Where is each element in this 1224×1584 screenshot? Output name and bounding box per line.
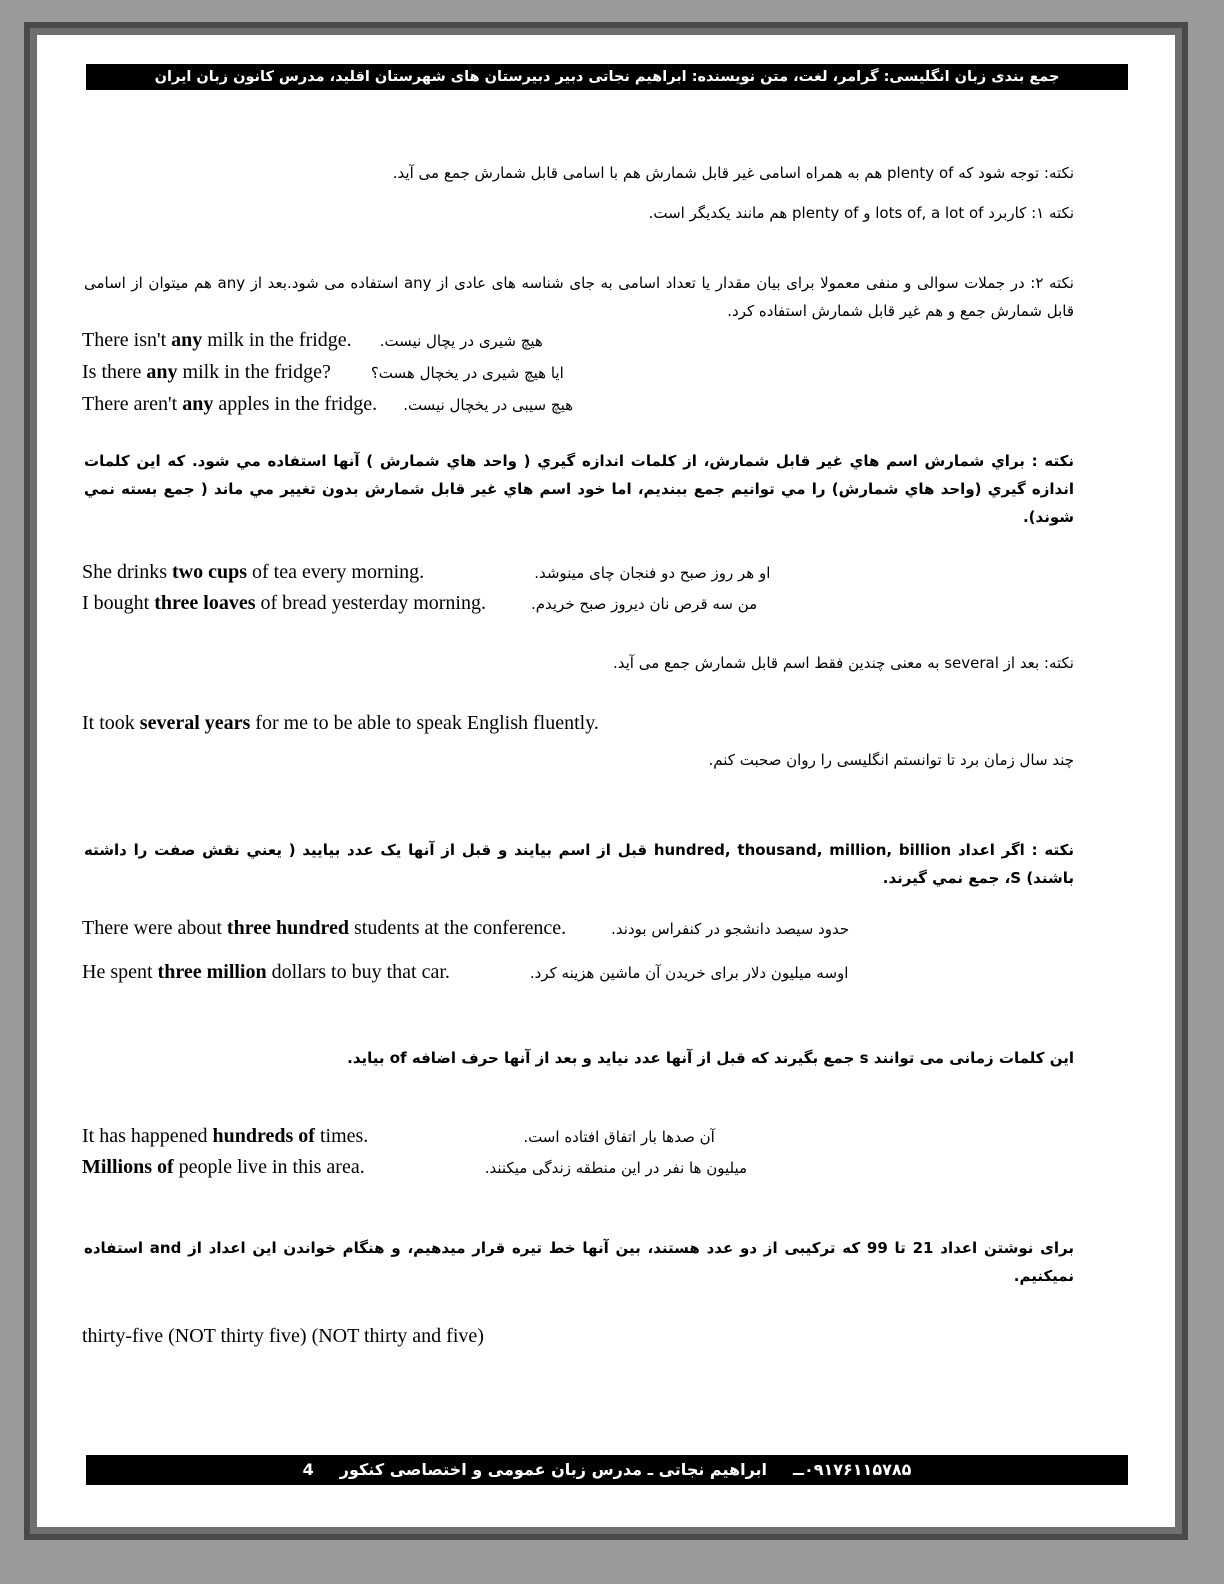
example-english: He spent three million dollars to buy that car.: [82, 961, 450, 983]
footer-credit: ابراهیم نجاتی ـ مدرس زبان عمومی و اختصاصی کنکور: [339, 1460, 768, 1479]
example-row: [82, 361, 742, 384]
example-row: [82, 1156, 982, 1179]
example-farsi: آن صدها بار اتفاق افتاده است.: [523, 1128, 715, 1146]
note-number-adjectives: نکته : اگر اعداد hundred, thousand, million, billion قبل از اسم بيايند و قبل از آنها يک عدد بياييد ( يعني نقش صفت را داشته باشند) S، جمع نمي گيرند.: [84, 841, 1074, 887]
example-english: I bought three loaves of bread yesterday morning.: [82, 592, 486, 614]
note-plenty-of-intro: نکته: توجه شود که plenty of هم به همراه اسامی غیر قابل شمارش هم با اسامی قابل شمارش جمع می آید.: [392, 164, 1074, 182]
example-farsi: من سه قرص نان دیروز صبح خریدم.: [530, 595, 758, 613]
example-farsi: میلیون ها نفر در این منطقه زندگی میکنند.: [484, 1159, 748, 1177]
note-2: نکته ۲: در جملات سوالی و منفی معمولا برای بیان مقدار یا تعداد اسامی به جای شناسه های عادی از any استفاده می شود.بعد از any هم میتوان از اسامی قابل شمارش جمع و هم غیر قابل شمارش استفاده کرد.: [84, 274, 1074, 320]
note-several: نکته: بعد از several به معنی چندین فقط اسم قابل شمارش جمع می آید.: [612, 654, 1074, 672]
example-farsi: ایا هیچ شیری در یخچال هست؟: [370, 364, 564, 382]
example-row: [82, 1125, 982, 1148]
footer-phone: ۰۹۱۷۶۱۱۵۷۸۵ــ: [793, 1460, 912, 1479]
document-sheet: [44, 42, 1168, 1520]
note-measurement-units: نکته : براي شمارش اسم هاي غير قابل شمارش، از كلمات اندازه گيري ( واحد هاي شمارش ) آنها استفاده مي شود. كه اين كلمات اندازه گيري (واحد هاي شمارش) را مي توانيم جمع ببنديم، اما خود اسم هاي غير قابل شمارش بدون تغيير مي ماند ( جمع بسته نمي شوند).: [84, 452, 1074, 526]
note-hyphenated-numbers: برای نوشتن اعداد 21 تا 99 که ترکیبی از دو عدد هستند، بین آنها خط تیره قرار میدهیم، و هنگام خواندن این اعداد از and استفاده نمیکنیم.: [84, 1239, 1075, 1285]
example-english: There aren't any apples in the fridge.: [82, 393, 378, 415]
footer-page-number: 4: [302, 1460, 314, 1479]
example-english: She drinks two cups of tea every morning.: [82, 561, 425, 583]
example-english: There were about three hundred students at the conference.: [82, 917, 567, 939]
example-row: [82, 917, 1072, 940]
note-1: نکته ۱: کاربرد lots of, a lot of و plenty of هم مانند یکدیگر است.: [648, 204, 1074, 222]
example-row: [82, 961, 1072, 984]
example-row: [82, 561, 982, 584]
example-row: [82, 592, 982, 615]
example-farsi: حدود سیصد دانشجو در کنفراس بودند.: [611, 920, 850, 938]
example-english: It has happened hundreds of times.: [82, 1125, 369, 1147]
example-hyphen-english: thirty-five (NOT thirty five) (NOT thirty and five): [82, 1325, 484, 1347]
document-footer-band: [86, 1455, 1128, 1485]
example-several-farsi: چند سال زمان برد تا توانستم انگلیسی را روان صحبت کنم.: [708, 751, 1074, 769]
example-english: Is there any milk in the fridge?: [82, 361, 331, 383]
example-farsi: هیچ سیبی در یخچال نیست.: [403, 396, 574, 414]
example-farsi: هیچ شیری در یچال نیست.: [379, 332, 543, 350]
example-farsi: اوسه میلیون دلار برای خریدن آن ماشین هزینه کرد.: [529, 964, 849, 982]
note-plural-with-of: این کلمات زمانی می توانند s جمع بگیرند که قبل از آنها عدد نیاید و بعد از آنها حرف اضافه of بیاید.: [347, 1049, 1074, 1067]
example-english: Millions of people live in this area.: [82, 1156, 365, 1178]
example-farsi: او هر روز صبح دو فنجان چای مینوشد.: [534, 564, 771, 582]
example-row: [82, 329, 742, 352]
example-row: [82, 393, 742, 416]
example-english: There isn't any milk in the fridge.: [82, 329, 352, 351]
document-header-band: جمع بندی زبان انگلیسی: گرامر، لغت، متن نویسنده: ابراهیم نجاتی دبیر دبیرستان های شهرستان اقلید، مدرس کانون زبان ایران: [86, 64, 1128, 90]
example-several-english: It took several years for me to be able to speak English fluently.: [82, 712, 599, 734]
